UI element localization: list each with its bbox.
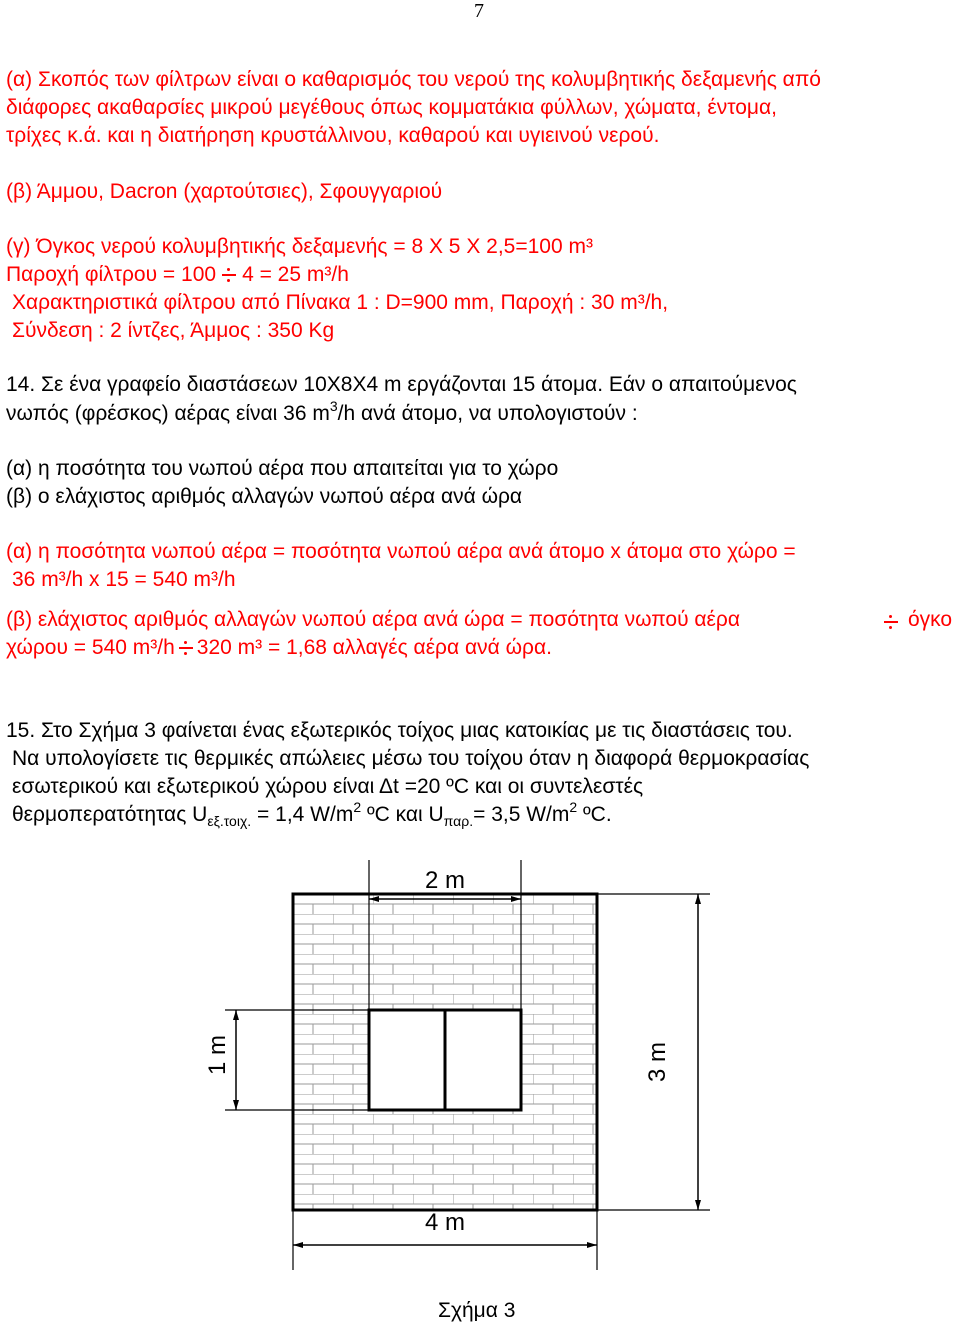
figure-caption: Σχήμα 3 <box>438 1299 516 1322</box>
q15-line1: 15. Στο Σχήμα 3 φαίνεται ένας εξωτερικός τοίχος μιας κατοικίας με τις διαστάσεις του. <box>6 719 793 742</box>
q14-answer-b-line2 <box>6 634 552 662</box>
answer-a-line3: τρίχες κ.ά. και η διατήρηση κρυστάλλινου, καθαρού και υγιεινού νερού. <box>6 124 660 147</box>
q14-answer-b-line2-part2: 320 m³ = 1,68 αλλαγές αέρα ανά ώρα. <box>196 636 552 659</box>
q15-line4-e: ºC. <box>577 803 612 826</box>
label-2m: 2 m <box>424 867 466 894</box>
page-number: 7 <box>474 0 484 22</box>
q14-line1: 14. Σε ένα γραφείο διαστάσεων 10Χ8Χ4 m εργάζονται 15 άτομα. Εάν ο απαιτούμενος <box>6 373 797 396</box>
q15-line4-sub2: παρ. <box>443 813 474 829</box>
q15-line4-c: ºC και U <box>361 803 444 826</box>
q14-answer-b-line2-part1: χώρου = 540 m³/h <box>6 636 175 659</box>
q15-line3: εσωτερικού και εξωτερικού χώρου είναι Δt =20 ºC και οι συντελεστές <box>12 775 644 798</box>
q15-line4-b: = 1,4 W/m <box>251 803 354 826</box>
q15-line4-sub1: εξ.τοιχ. <box>207 813 252 829</box>
answer-c-line1: (γ) Όγκος νερού κολυμβητικής δεξαμενής = 8 Χ 5 Χ 2,5=100 m³ <box>6 235 593 258</box>
label-3m: 3 m <box>644 1041 671 1083</box>
q14-item-b: (β) ο ελάχιστος αριθμός αλλαγών νωπού αέρα ανά ώρα <box>6 485 523 508</box>
q14-answer-b-line1-end: όγκο <box>908 608 953 631</box>
division-icon <box>179 642 193 654</box>
answer-c-line2-part1: Παροχή φίλτρου = 100 <box>6 263 217 286</box>
q15-line4-d: = 3,5 W/m <box>473 803 570 826</box>
q15-line4 <box>12 801 612 829</box>
answer-a-line1: (α) Σκοπός των φίλτρων είναι ο καθαρισμός του νερού της κολυμβητικής δεξαμενής από <box>6 68 821 91</box>
answer-c-line3: Χαρακτηριστικά φίλτρου από Πίνακα 1 : D=900 mm, Παροχή : 30 m³/h, <box>12 291 669 314</box>
q14-line2-part2: /h ανά άτομο, να υπολογιστούν : <box>337 402 638 425</box>
answer-c-line2 <box>6 261 349 289</box>
q15-line2: Να υπολογίσετε τις θερμικές απώλειες μέσω του τοίχου όταν η διαφορά θερμοκρασίας <box>12 747 810 770</box>
q15-line4-sup1: 2 <box>353 799 362 815</box>
answer-a-line2: διάφορες ακαθαρσίες μικρού μεγέθους όπως κομματάκια φύλλων, χώματα, έντομα, <box>6 96 777 119</box>
division-icon <box>222 269 236 281</box>
q14-line2 <box>6 400 638 428</box>
q14-answer-a-line2: 36 m³/h x 15 = 540 m³/h <box>12 568 236 591</box>
answer-c-line2-part2: 4 = 25 m³/h <box>242 263 349 286</box>
q14-line2-sup: 3 <box>329 398 338 414</box>
wall-figure <box>0 850 960 1290</box>
label-1m: 1 m <box>204 1034 231 1076</box>
q14-answer-b-line1: (β) ελάχιστος αριθμός αλλαγών νωπού αέρα ανά ώρα = ποσότητα νωπού αέρα <box>6 608 741 631</box>
q14-answer-a-line1: (α) η ποσότητα νωπού αέρα = ποσότητα νωπού αέρα ανά άτομο x άτομα στο χώρο = <box>6 540 796 563</box>
q14-line2-part1: νωπός (φρέσκος) αέρας είναι 36 m <box>6 402 330 425</box>
answer-b: (β) Άμμου, Dacron (χαρτούτσιες), Σφουγγαριού <box>6 180 443 203</box>
answer-c-line4: Σύνδεση : 2 ίντζες, Άμμος : 350 Kg <box>12 319 335 342</box>
q14-item-a: (α) η ποσότητα του νωπού αέρα που απαιτείται για το χώρο <box>6 457 559 480</box>
q15-line4-a: θερμοπερατότητας U <box>12 803 208 826</box>
q15-line4-sup2: 2 <box>569 799 578 815</box>
label-4m: 4 m <box>424 1209 466 1236</box>
division-icon <box>884 616 898 628</box>
